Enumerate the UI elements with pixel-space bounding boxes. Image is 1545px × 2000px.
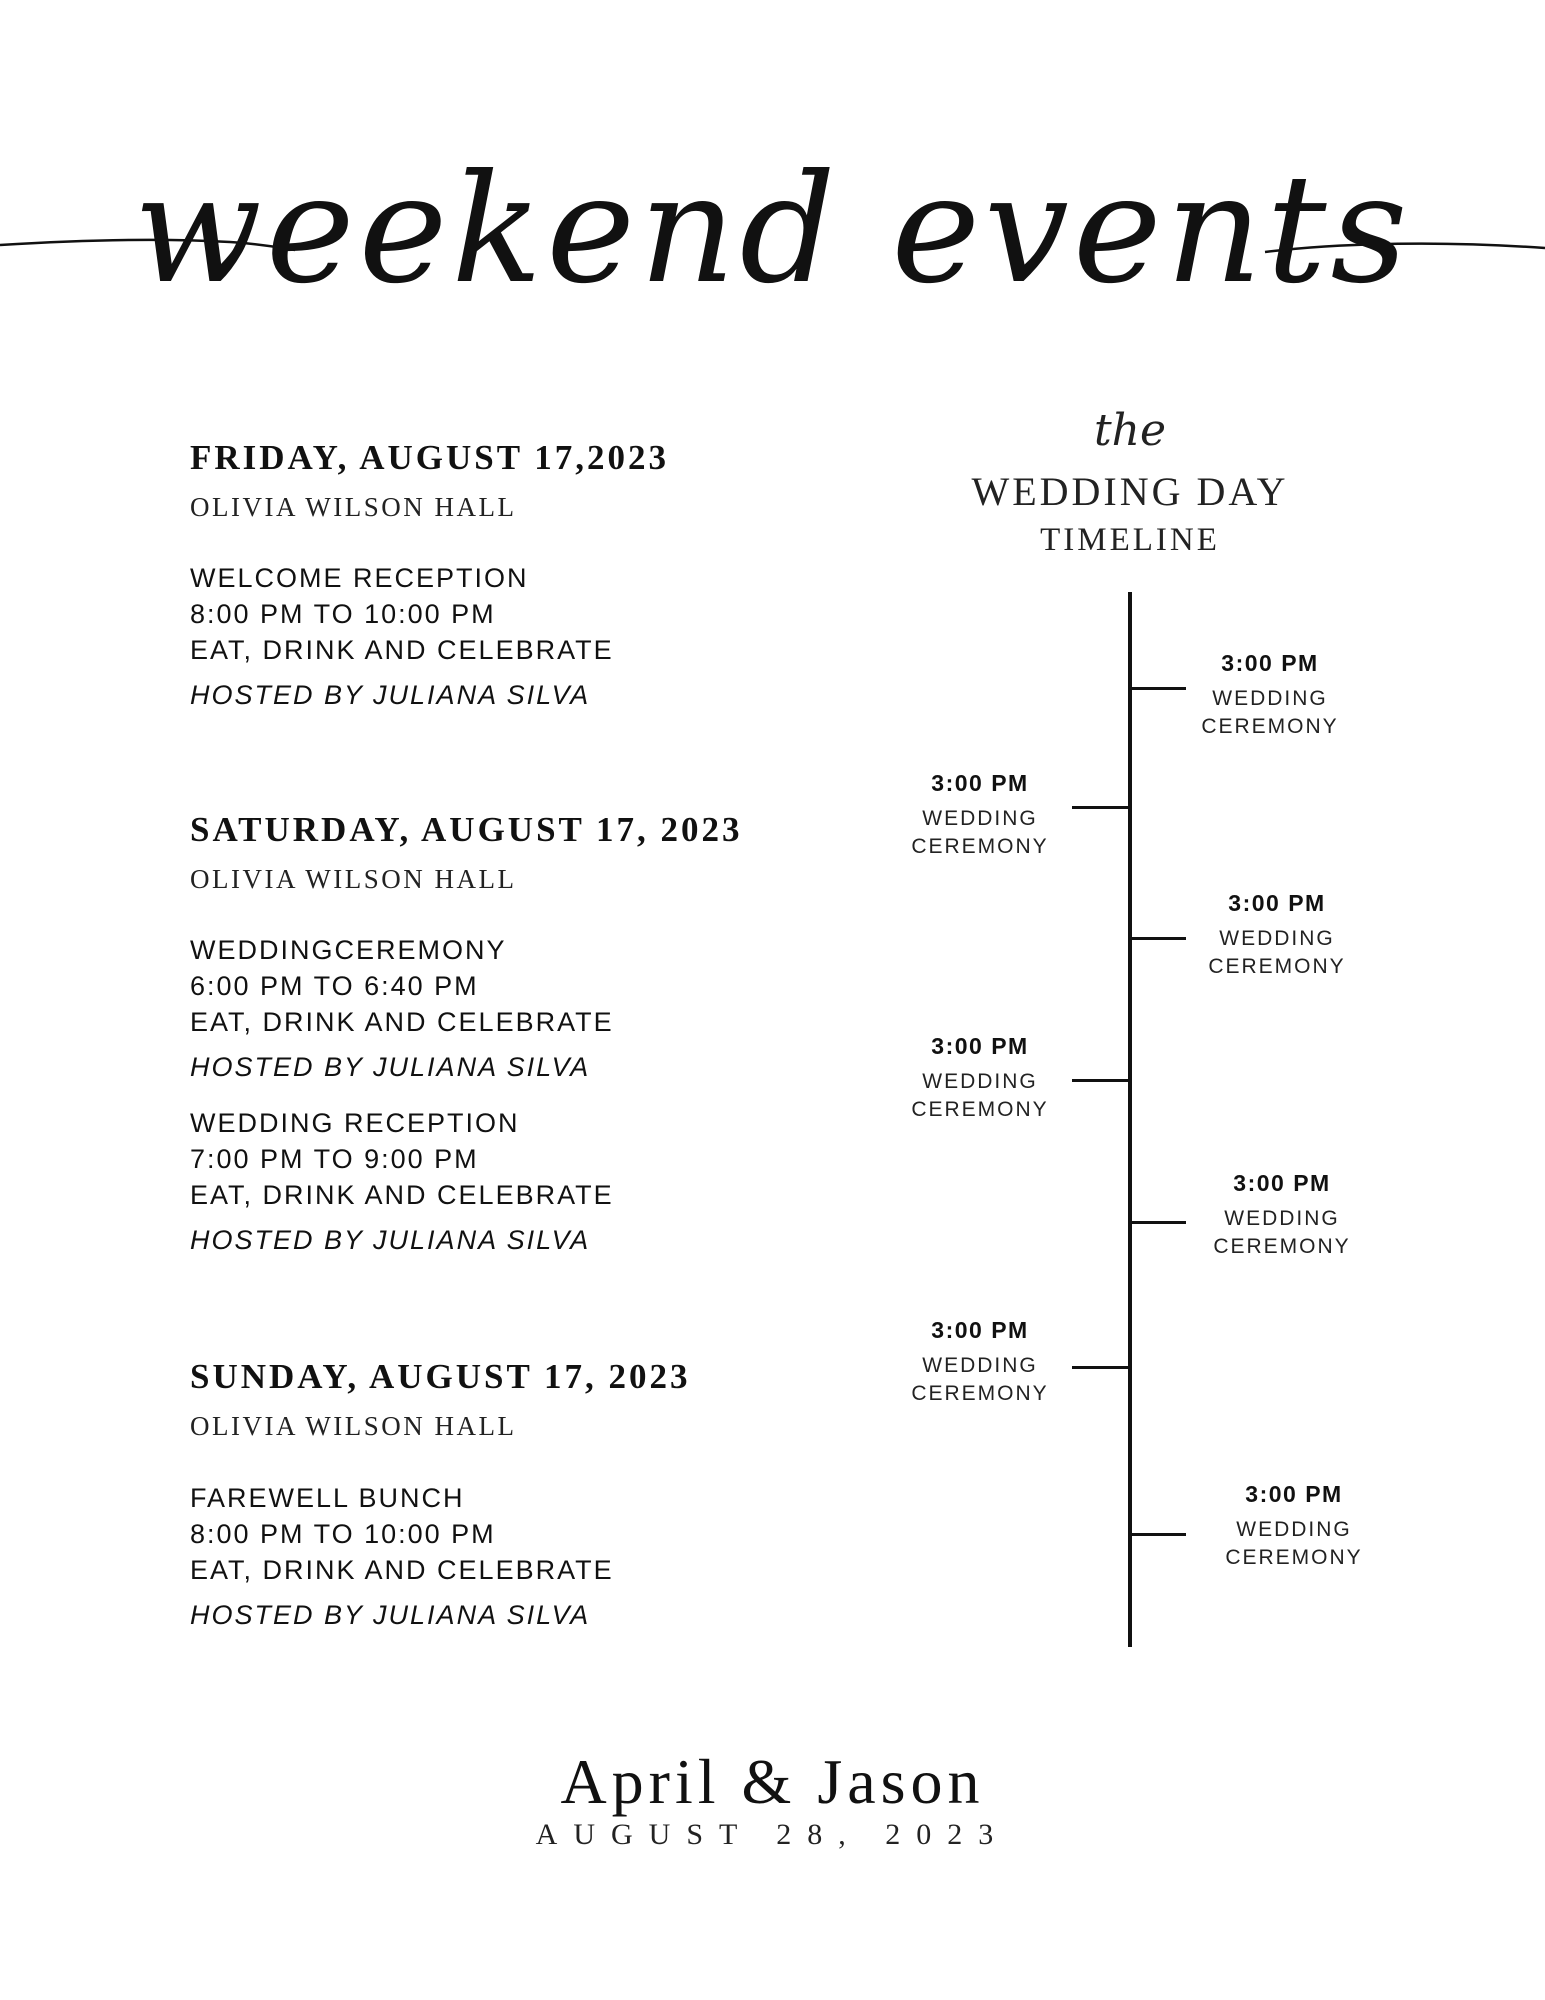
timeline-entry-time: 3:00 PM bbox=[1245, 1481, 1343, 1507]
timeline-tick bbox=[1130, 937, 1186, 940]
timeline-title: WEDDING DAY bbox=[971, 469, 1289, 514]
couple-names: April & Jason bbox=[560, 1746, 985, 1817]
event-host: HOSTED BY JULIANA SILVA bbox=[190, 1052, 591, 1082]
timeline-tick bbox=[1072, 1366, 1130, 1369]
event-time: 8:00 PM TO 10:00 PM bbox=[190, 1519, 496, 1549]
timeline-entry-label-2: CEREMONY bbox=[1225, 1546, 1363, 1569]
event-host: HOSTED BY JULIANA SILVA bbox=[190, 1225, 591, 1255]
event-wedding-reception bbox=[190, 1105, 614, 1256]
timeline-tick bbox=[1072, 806, 1130, 809]
event-description: EAT, DRINK AND CELEBRATE bbox=[190, 1180, 614, 1210]
event-name: FAREWELL BUNCH bbox=[190, 1483, 465, 1513]
event-name: WEDDINGCEREMONY bbox=[190, 935, 507, 965]
event-name: WELCOME RECEPTION bbox=[190, 563, 529, 593]
page-title-block bbox=[0, 80, 1545, 340]
event-host: HOSTED BY JULIANA SILVA bbox=[190, 1600, 591, 1630]
timeline-entry bbox=[1204, 1481, 1384, 1572]
timeline-entry bbox=[890, 770, 1070, 861]
event-welcome-reception bbox=[190, 560, 614, 711]
event-time: 8:00 PM TO 10:00 PM bbox=[190, 599, 496, 629]
venue-saturday: OLIVIA WILSON HALL bbox=[190, 864, 517, 894]
venue-sunday: OLIVIA WILSON HALL bbox=[190, 1411, 517, 1441]
event-time: 6:00 PM TO 6:40 PM bbox=[190, 971, 479, 1001]
timeline-entry-time: 3:00 PM bbox=[1228, 890, 1326, 916]
timeline-subtitle: TIMELINE bbox=[1040, 522, 1220, 558]
timeline-entry-time: 3:00 PM bbox=[931, 770, 1029, 796]
timeline-entry bbox=[890, 1317, 1070, 1408]
timeline-axis bbox=[1128, 592, 1132, 1647]
event-host: HOSTED BY JULIANA SILVA bbox=[190, 680, 591, 710]
wedding-date: AUGUST 28, 2023 bbox=[535, 1818, 1010, 1851]
timeline-tick bbox=[1130, 1533, 1186, 1536]
venue-friday: OLIVIA WILSON HALL bbox=[190, 492, 517, 522]
event-name: WEDDING RECEPTION bbox=[190, 1108, 520, 1138]
timeline-entry-label-1: WEDDING bbox=[1236, 1518, 1352, 1541]
timeline-entry-label-2: CEREMONY bbox=[911, 1098, 1049, 1121]
timeline-entry-label-1: WEDDING bbox=[1212, 687, 1328, 710]
timeline-entry bbox=[890, 1033, 1070, 1124]
timeline-entry-label-2: CEREMONY bbox=[1201, 715, 1339, 738]
timeline-entry-label-2: CEREMONY bbox=[1208, 955, 1346, 978]
page-title: weekend events bbox=[133, 143, 1412, 317]
timeline-entry bbox=[1187, 890, 1367, 981]
event-time: 7:00 PM TO 9:00 PM bbox=[190, 1144, 479, 1174]
timeline-entry bbox=[1180, 650, 1360, 741]
timeline-entry-label-2: CEREMONY bbox=[911, 835, 1049, 858]
timeline-tick bbox=[1072, 1079, 1130, 1082]
event-description: EAT, DRINK AND CELEBRATE bbox=[190, 1007, 614, 1037]
timeline-entry-label-1: WEDDING bbox=[1224, 1207, 1340, 1230]
timeline-entry-time: 3:00 PM bbox=[931, 1033, 1029, 1059]
timeline-entry-label-1: WEDDING bbox=[922, 1354, 1038, 1377]
event-farewell-brunch bbox=[190, 1480, 614, 1631]
timeline-tick bbox=[1130, 687, 1186, 690]
timeline-entry-time: 3:00 PM bbox=[1233, 1170, 1331, 1196]
day-heading-friday: FRIDAY, AUGUST 17,2023 bbox=[190, 438, 669, 477]
timeline-entry-label-2: CEREMONY bbox=[1213, 1235, 1351, 1258]
timeline-entry-time: 3:00 PM bbox=[931, 1317, 1029, 1343]
timeline-entry-time: 3:00 PM bbox=[1221, 650, 1319, 676]
timeline-entry-label-2: CEREMONY bbox=[911, 1382, 1049, 1405]
timeline-entry-label-1: WEDDING bbox=[1219, 927, 1335, 950]
event-description: EAT, DRINK AND CELEBRATE bbox=[190, 1555, 614, 1585]
day-heading-sunday: SUNDAY, AUGUST 17, 2023 bbox=[190, 1357, 691, 1396]
timeline-entry bbox=[1192, 1170, 1372, 1261]
timeline-entry-label-1: WEDDING bbox=[922, 1070, 1038, 1093]
timeline-tick bbox=[1130, 1221, 1186, 1224]
timeline-entry-label-1: WEDDING bbox=[922, 807, 1038, 830]
timeline-the-word: the bbox=[1093, 405, 1167, 456]
day-heading-saturday: SATURDAY, AUGUST 17, 2023 bbox=[190, 810, 743, 849]
event-description: EAT, DRINK AND CELEBRATE bbox=[190, 635, 614, 665]
event-wedding-ceremony bbox=[190, 932, 614, 1083]
